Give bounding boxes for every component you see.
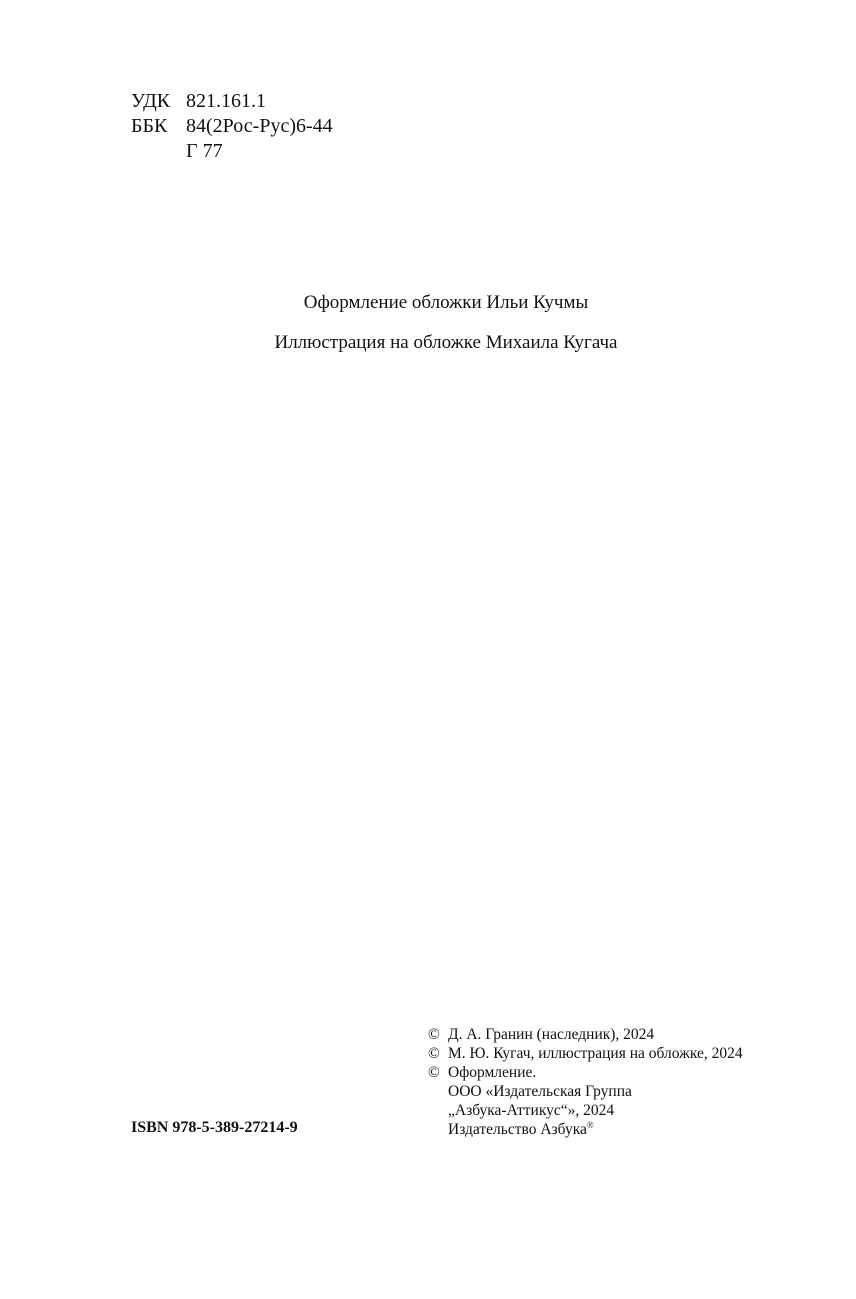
copyright-text: Оформление. <box>448 1064 537 1081</box>
publisher-name: Издательство Азбука <box>448 1121 587 1138</box>
author-mark-row <box>131 139 333 164</box>
udk-label: УДК <box>131 90 171 112</box>
classification-block <box>131 89 333 164</box>
copyright-symbol: © <box>428 1045 440 1062</box>
copyright-line <box>428 1063 743 1082</box>
isbn-number: ISBN 978-5-389-27214-9 <box>131 1119 298 1136</box>
copyright-line <box>428 1101 743 1120</box>
copyright-text: „Азбука-Аттикус“», 2024 <box>448 1102 615 1119</box>
cover-illustration-credit: Иллюстрация на обложке Михаила Кугача <box>274 332 618 353</box>
author-mark: Г 77 <box>186 140 223 162</box>
udk-value: 821.161.1 <box>186 90 266 112</box>
cover-design-credit: Оформление обложки Ильи Кучмы <box>303 292 589 313</box>
copyright-line <box>428 1120 743 1139</box>
udk-row <box>131 89 333 114</box>
copyright-text: ООО «Издательская Группа <box>448 1083 632 1100</box>
copyright-text: Д. А. Гранин (наследник), 2024 <box>448 1026 655 1043</box>
copyright-symbol: © <box>428 1026 440 1043</box>
bbk-value: 84(2Рос-Рус)6-44 <box>186 115 333 137</box>
copyright-block <box>428 1025 743 1139</box>
bbk-label: ББК <box>131 115 168 137</box>
copyright-text: М. Ю. Кугач, иллюстрация на обложке, 2024 <box>448 1045 743 1062</box>
copyright-line <box>428 1044 743 1063</box>
copyright-symbol: © <box>428 1064 440 1081</box>
registered-mark: ® <box>586 1119 594 1130</box>
copyright-line <box>428 1082 743 1101</box>
copyright-line <box>428 1025 743 1044</box>
bbk-row <box>131 114 333 139</box>
